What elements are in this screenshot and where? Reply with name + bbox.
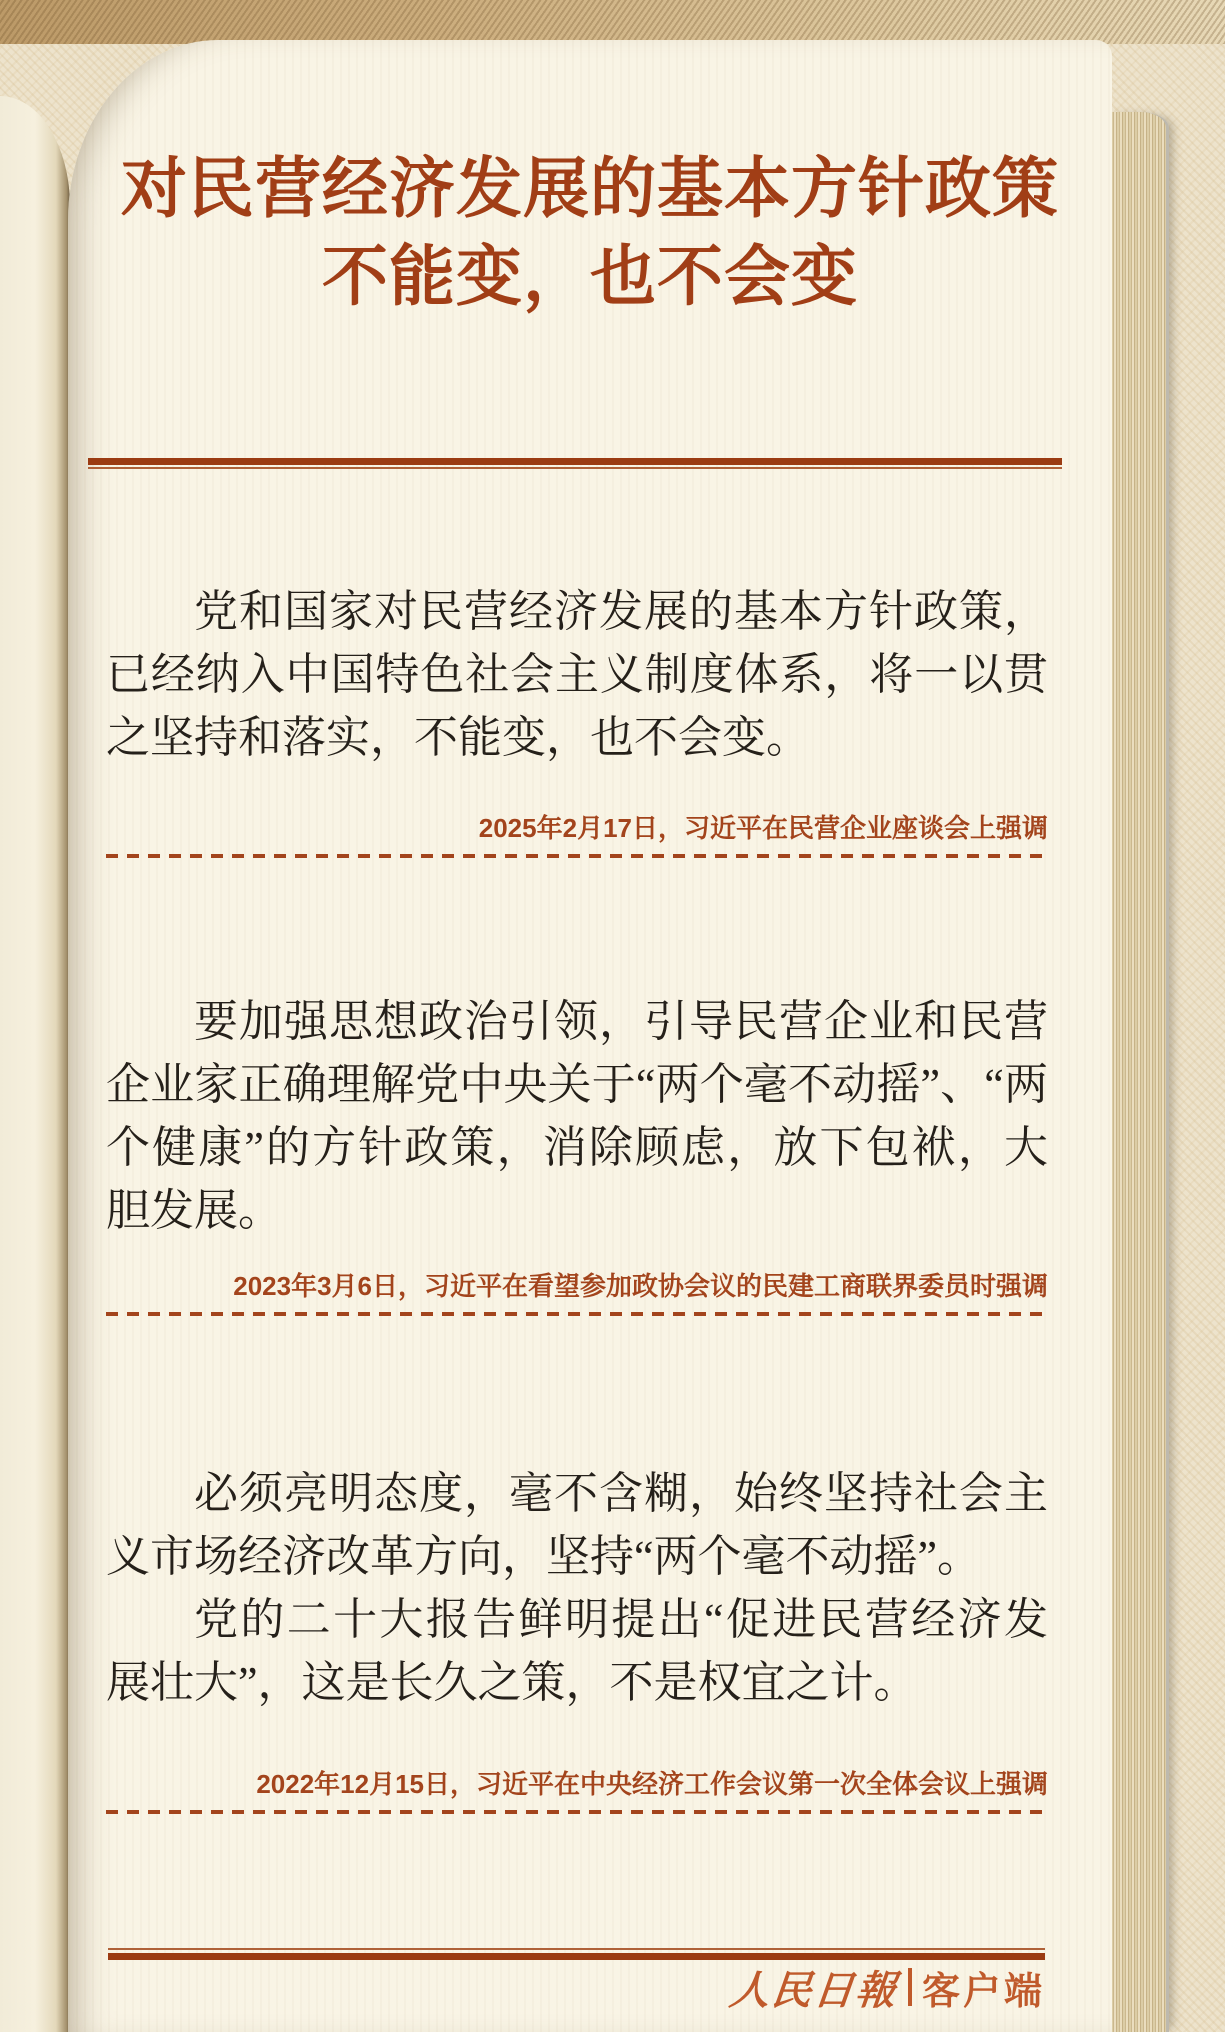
title-separator-line [88,458,1062,470]
quote-block-1 [106,580,1048,769]
dashed-divider-3 [106,1810,1048,1814]
logo-divider-bar [908,1968,912,2006]
page-title [88,144,1092,320]
book-page [68,40,1112,2032]
peoples-daily-wordmark: 人民日報 [727,1966,901,2014]
quote-3-text-paragraph-1: 必须亮明态度，毫不含糊，始终坚持社会主义市场经济改革方向，坚持“两个毫不动摇”。 [106,1469,1048,1581]
logo-client-label: 客户端 [921,1970,1045,2013]
peoples-daily-logo [727,1964,1045,2014]
left-page-edge [0,96,70,2032]
page-title-line1: 对民营经济发展的基本方针政策 [121,151,1059,225]
quote-3-attribution: 2022年12月15日，习近平在中央经济工作会议第一次全体会议上强调 [256,1769,1048,1799]
quote-1-text: 党和国家对民营经济发展的基本方针政策，已经纳入中国特色社会主义制度体系，将一以贯之坚持和落实，不能变，也不会变。 [106,587,1048,762]
quote-1-attribution: 2025年2月17日，习近平在民营企业座谈会上强调 [478,813,1048,843]
footer-separator-line [108,1948,1045,1960]
dashed-divider-2 [106,1312,1048,1316]
page-title-line2: 不能变，也不会变 [322,239,858,313]
quote-block-2 [106,990,1048,1242]
quote-3-text-paragraph-2: 党的二十大报告鲜明提出“促进民营经济发展壮大”，这是长久之策，不是权宜之计。 [106,1595,1048,1707]
quote-2-text: 要加强思想政治引领，引导民营企业和民营企业家正确理解党中央关于“两个毫不动摇”、“两个健康”的方针政策，消除顾虑，放下包袱，大胆发展。 [106,997,1048,1235]
quote-block-3 [106,1462,1048,1714]
dashed-divider-1 [106,854,1048,858]
quote-2-attribution: 2023年3月6日，习近平在看望参加政协会议的民建工商联界委员时强调 [233,1271,1048,1301]
page-stack-edge [1108,112,1169,2032]
table-background [0,0,1225,44]
